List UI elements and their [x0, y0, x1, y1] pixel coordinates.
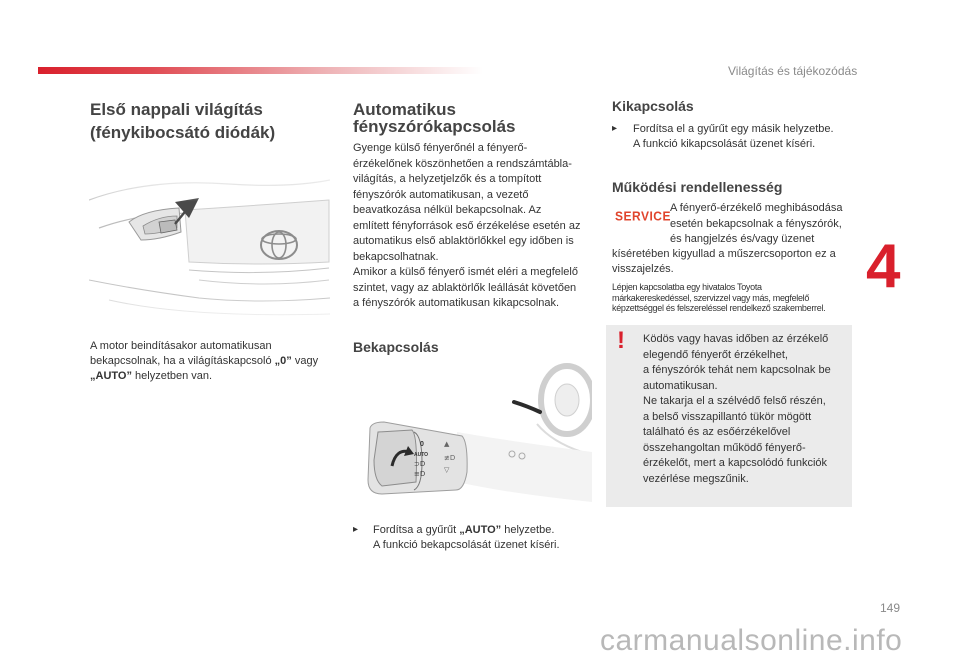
- off-bullet-line2: A funkció kikapcsolását üzenet kíséri.: [633, 138, 816, 150]
- on-bullet-line2: A funkció bekapcsolását üzenet kíséri.: [373, 539, 560, 551]
- fault-line: és hangjelzés és/vagy üzenet: [670, 233, 815, 245]
- auto-line: érzékelőnek köszönhetően a rendszámtábla-: [353, 157, 572, 170]
- light-stalk-drawing: [352, 362, 592, 512]
- svg-text:⊃D: ⊃D: [414, 460, 426, 468]
- fault-line: A fényerő-érzékelő meghibásodása: [670, 202, 843, 214]
- drl-text-line2: bekapcsolnak, ha a világításkapcsoló „0” vagy: [90, 355, 319, 367]
- auto-line: említett fényforrások eső érzékelése esetén az: [353, 219, 581, 232]
- auto-title-line1: Automatikus: [353, 100, 456, 119]
- stalk-illustration: [352, 362, 592, 512]
- svg-text:≢D: ≢D: [444, 454, 456, 462]
- warning-line: a fényszórók tehát nem kapcsolnak be: [643, 364, 831, 376]
- car-front-illustration: [89, 170, 330, 328]
- auto-line: beavatkozása nélkül bekapcsolnak. Az: [353, 204, 542, 216]
- bullet-icon: ▸: [353, 524, 359, 535]
- warning-line: található és az esőérzékelővel: [643, 426, 791, 438]
- warning-line: a belső visszapillantó tükör mögött: [643, 410, 812, 423]
- exclamation-icon: !: [617, 327, 625, 354]
- off-bullet-line1: Fordítsa el a gyűrűt egy másik helyzetbe.: [633, 123, 834, 135]
- header-accent-bar: [38, 67, 483, 74]
- auto-line: a fényszórók automatikusan kikapcsolnak.: [353, 297, 560, 309]
- off-title: Kikapcsolás: [612, 98, 694, 114]
- auto-line: automatikus első ablaktörlőkkel egy időben is: [353, 235, 574, 247]
- drl-title-line2: (fénykibocsátó diódák): [90, 123, 276, 142]
- svg-text:▽: ▽: [444, 466, 450, 474]
- fault-line: esetén bekapcsolnak a fényszórók,: [670, 217, 842, 230]
- auto-line: Gyenge külső fényerőnél a fényerő-: [353, 142, 528, 154]
- auto-line: világítás, a helyzetjelzők és a tompított: [353, 173, 542, 185]
- warning-text: [643, 332, 831, 487]
- stalk-label-auto: AUTO: [414, 452, 429, 458]
- fault-title: Működési rendellenesség: [612, 179, 783, 195]
- car-front-drawing: [89, 170, 330, 328]
- drl-title-line1: Első nappali világítás: [90, 100, 263, 119]
- note-line: képzettséggel és felszereléssel rendelkező szakemberrel.: [612, 303, 826, 313]
- auto-line: szintet, vagy az ablaktörlők leállását követően: [353, 281, 577, 294]
- warning-line: vezérlése megszűnik.: [643, 472, 749, 485]
- bullet-icon: ▸: [612, 123, 618, 134]
- auto-title-line2: fényszórókapcsolás: [353, 117, 516, 136]
- fault-line4: kíséretében kigyullad a műszercsoporton ez a: [612, 248, 836, 260]
- warning-line: automatikusan.: [643, 379, 718, 392]
- fault-line5: visszajelzés.: [612, 263, 674, 275]
- section-title: Világítás és tájékozódás: [728, 64, 858, 78]
- auto-line: bekapcsolhatnak.: [353, 250, 439, 263]
- svg-text:≡D: ≡D: [414, 470, 426, 478]
- warning-line: Ne takarja el a szélvédő felső részén,: [643, 395, 826, 407]
- auto-paragraph: [353, 141, 580, 312]
- note-line: Lépjen kapcsolatba egy hivatalos Toyota: [612, 282, 762, 292]
- warning-line: elegendő fényerőt érzékelhet,: [643, 348, 788, 361]
- page-number: 149: [880, 601, 901, 615]
- warning-line: Ködös vagy havas időben az érzékelő: [643, 333, 829, 345]
- fault-text-indented: [670, 201, 842, 248]
- warning-line: összehangoltan működő fényerő-: [643, 441, 806, 454]
- chapter-number: 4: [866, 232, 901, 301]
- service-warning-icon: SERVICE: [615, 208, 671, 224]
- contact-note: [612, 282, 825, 314]
- warning-line: érzékelőt, mert a kapcsolódó funkciók: [643, 457, 828, 469]
- stalk-label-0: 0: [420, 441, 424, 448]
- note-line: márkakereskedéssel, szervizzel vagy más, megfelelő: [612, 292, 810, 303]
- watermark: carmanualsonline.info: [600, 624, 903, 657]
- drl-text-line3: „AUTO” helyzetben van.: [90, 370, 213, 382]
- auto-line: Amikor a külső fényerő ismét eléri a megfelelő: [353, 266, 578, 278]
- auto-line: fényszórók automatikusan, a vezető: [353, 188, 529, 201]
- drl-text-line1: A motor beindításakor automatikusan: [90, 340, 272, 352]
- svg-text:▲: ▲: [444, 440, 450, 448]
- on-bullet-line1: Fordítsa a gyűrűt „AUTO” helyzetbe.: [373, 524, 555, 536]
- on-title: Bekapcsolás: [353, 339, 439, 355]
